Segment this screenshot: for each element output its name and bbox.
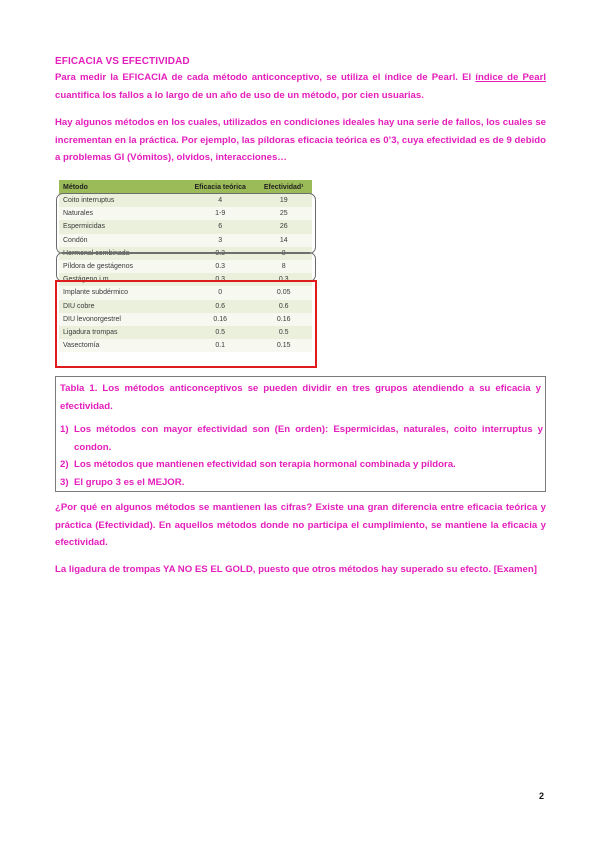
cell-effectiveness: 25 bbox=[255, 207, 312, 220]
list-item bbox=[60, 456, 543, 474]
cell-theoretical: 0.5 bbox=[185, 326, 255, 339]
cell-method: Coito interruptus bbox=[59, 194, 185, 207]
cell-method: Condón bbox=[59, 234, 185, 247]
cell-effectiveness: 14 bbox=[255, 234, 312, 247]
cell-method: Vasectomía bbox=[59, 339, 185, 352]
list-number: 2) bbox=[60, 459, 69, 470]
paragraph-pearl-index bbox=[55, 69, 546, 104]
table-header-row bbox=[59, 180, 312, 194]
cell-effectiveness: 8 bbox=[255, 260, 312, 273]
cell-theoretical: 0.16 bbox=[185, 313, 255, 326]
cell-method: Espermicidas bbox=[59, 220, 185, 233]
cell-theoretical: 0 bbox=[185, 286, 255, 299]
groups-list bbox=[60, 421, 543, 491]
cell-theoretical: 6 bbox=[185, 220, 255, 233]
header-method: Método bbox=[59, 180, 185, 194]
paragraph-tubal-ligation: La ligadura de trompas YA NO ES EL GOLD, puesto que otros métodos hay superado su efecto. [Examen] bbox=[55, 564, 537, 575]
paragraph-failures: Hay algunos métodos en los cuales, utilizados en condiciones ideales hay una serie de fallos, los cuales se incrementan en la práctica. Por ejemplo, las píldoras eficacia teórica es 0’3, cuya efectividad es de 9 debido a problemas GI (Vómitos), olvidos, interacciones… bbox=[55, 117, 546, 163]
section-heading: EFICACIA VS EFECTIVIDAD bbox=[55, 56, 190, 67]
cell-effectiveness: 26 bbox=[255, 220, 312, 233]
cell-method: Gestágeno i.m. bbox=[59, 273, 185, 286]
cell-method: Implante subdérmico bbox=[59, 286, 185, 299]
list-text: Los métodos con mayor efectividad son (En orden): Espermicidas, naturales, coito interruptus y condon. bbox=[74, 424, 543, 453]
list-item bbox=[60, 474, 543, 492]
cell-method: Ligadura trompas bbox=[59, 326, 185, 339]
table-notes-box bbox=[55, 376, 546, 492]
cell-effectiveness: 0.6 bbox=[255, 300, 312, 313]
cell-theoretical: 0.1 bbox=[185, 339, 255, 352]
cell-method: Naturales bbox=[59, 207, 185, 220]
list-text: Los métodos que mantienen efectividad son terapia hormonal combinada y píldora. bbox=[74, 459, 456, 470]
cell-effectiveness: 0.3 bbox=[255, 273, 312, 286]
contraceptive-table-figure bbox=[59, 180, 317, 366]
cell-method: DIU levonorgestrel bbox=[59, 313, 185, 326]
pearl-index-link[interactable]: índice de Pearl bbox=[475, 72, 547, 83]
list-text: El grupo 3 es el MEJOR. bbox=[74, 476, 185, 488]
cell-method: DIU cobre bbox=[59, 300, 185, 313]
group-3-highlight bbox=[55, 280, 317, 368]
header-theoretical: Eficacia teórica bbox=[185, 180, 255, 194]
cell-effectiveness: 0.15 bbox=[255, 339, 312, 352]
cell-theoretical: 0.3 bbox=[185, 247, 255, 260]
paragraph-text: Para medir la EFICACIA de cada método anticonceptivo, se utiliza el índice de Pearl. El bbox=[55, 72, 476, 83]
list-number: 1) bbox=[60, 424, 69, 435]
group-2-outline bbox=[56, 252, 316, 282]
cell-effectiveness: 0.16 bbox=[255, 313, 312, 326]
cell-theoretical: 0.6 bbox=[185, 300, 255, 313]
cell-effectiveness: 19 bbox=[255, 194, 312, 207]
cell-theoretical: 0.3 bbox=[185, 260, 255, 273]
group-1-outline bbox=[56, 193, 316, 254]
cell-theoretical: 4 bbox=[185, 194, 255, 207]
cell-theoretical: 0.3 bbox=[185, 273, 255, 286]
table-caption: Tabla 1. Los métodos anticonceptivos se pueden dividir en tres grupos atendiendo a su eficacia y efectividad. bbox=[60, 383, 541, 412]
cell-effectiveness: 0.5 bbox=[255, 326, 312, 339]
paragraph-text: cuantifica los fallos a lo largo de un año de uso de un método, por cien usuarias. bbox=[55, 89, 424, 101]
list-item bbox=[60, 421, 543, 456]
header-effectiveness: Efectividad¹ bbox=[255, 180, 312, 194]
cell-method: Píldora de gestágenos bbox=[59, 260, 185, 273]
cell-theoretical: 1-9 bbox=[185, 207, 255, 220]
cell-effectiveness: 8 bbox=[255, 247, 312, 260]
paragraph-why: ¿Por qué en algunos métodos se mantienen las cifras? Existe una gran diferencia entre eficacia teórica y práctica (Efectividad). En aquellos métodos donde no participa el cumplimiento, se mantiene la eficacia y efectividad. bbox=[55, 502, 546, 548]
cell-theoretical: 3 bbox=[185, 234, 255, 247]
cell-effectiveness: 0.05 bbox=[255, 286, 312, 299]
list-number: 3) bbox=[60, 476, 69, 488]
page-number: 2 bbox=[539, 791, 545, 801]
cell-method: Hormonal combinada bbox=[59, 247, 185, 260]
